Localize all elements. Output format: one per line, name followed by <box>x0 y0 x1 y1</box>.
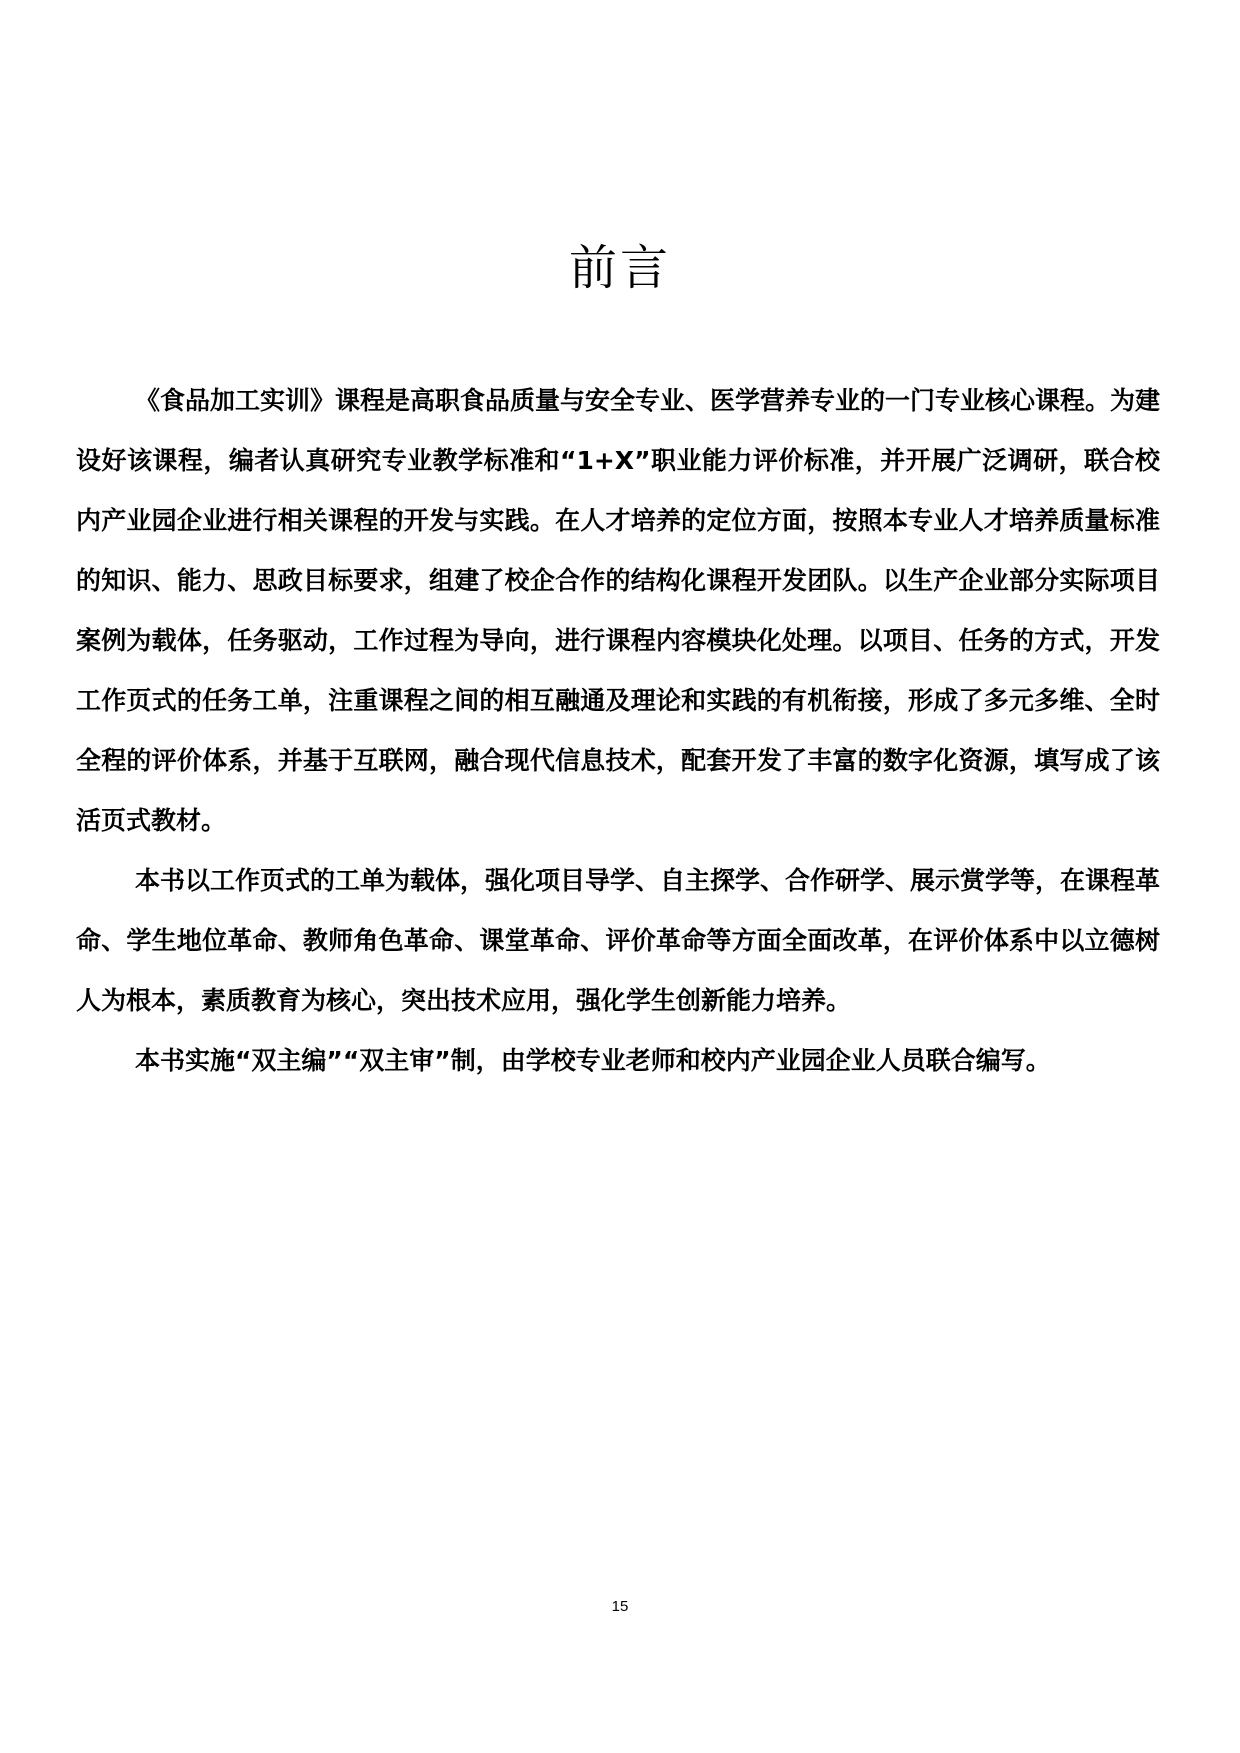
paragraph-course-intro: 《食品加工实训》课程是高职食品质量与安全专业、医学营养专业的一门专业核心课程。为建设好该课程，编者认真研究专业教学标准和“1+X”职业能力评价标准，并开展广泛调研，联合校内产业园企业进行相关课程的开发与实践。在人才培养的定位方面，按照本专业人才培养质量标准的知识、能力、思政目标要求，组建了校企合作的结构化课程开发团队。以生产企业部分实际项目案例为载体，任务驱动，工作过程为导向，进行课程内容模块化处理。以项目、任务的方式，开发工作页式的任务工单，注重课程之间的相互融通及理论和实践的有机衔接，形成了多元多维、全时全程的评价体系，并基于互联网，融合现代信息技术，配套开发了丰富的数字化资源，填写成了该活页式教材。 <box>76 386 1161 835</box>
page-number: 15 <box>611 1598 629 1615</box>
paragraph-editors: 本书实施“双主编”“双主审”制，由学校专业老师和校内产业园企业人员联合编写。 <box>135 1046 1051 1075</box>
page-title: 前言 <box>568 240 671 296</box>
paragraph-book-features: 本书以工作页式的工单为载体，强化项目导学、自主探学、合作研学、展示赏学等，在课程革命、学生地位革命、教师角色革命、课堂革命、评价革命等方面全面改革，在评价体系中以立德树人为根本，素质教育为核心，突出技术应用，强化学生创新能力培养。 <box>76 866 1161 1015</box>
body-text <box>76 371 1160 1091</box>
